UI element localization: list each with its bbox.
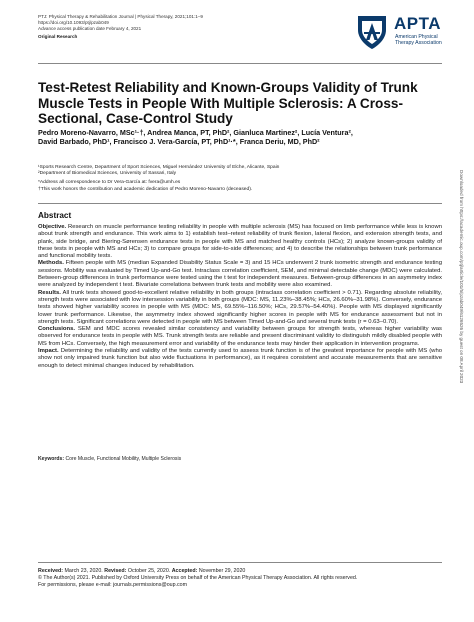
objective-label: Objective. (38, 224, 67, 230)
revised-date: October 25, 2020. (126, 568, 171, 574)
conclusions-label: Conclusions. (38, 326, 75, 333)
dedication-note: †This work honors the contribution and academic dedication of Pedro Moreno-Navarro (deceased). (38, 186, 253, 192)
conclusions-paragraph (38, 326, 442, 348)
correspondence-note: *Address all correspondence to Dr Vera-García at: fvera@umh.es (38, 180, 181, 186)
abstract-body (38, 224, 442, 370)
logo-wordmark: APTA (394, 14, 442, 33)
footer-divider (38, 562, 442, 563)
methods-label: Methods. (38, 260, 64, 267)
apta-shield-icon (352, 12, 394, 52)
journal-line: PTJ: Physical Therapy & Rehabilitation Journal | Physical Therapy, 2021;101:1–9 (38, 14, 203, 19)
permissions-notice[interactable]: For permissions, please e-mail: journals.permissions@oup.com (38, 582, 188, 588)
authors-line-1: Pedro Moreno-Navarro, MSc¹·†, Andrea Manca, PT, PhD², Gianluca Martinez², Lucía Ventura², (38, 128, 353, 137)
objective-paragraph (38, 224, 442, 260)
article-footer (38, 568, 442, 589)
authors-line-2: David Barbado, PhD¹, Francisco J. Vera-García, PT, PhD¹·*, Franca Deriu, MD, PhD² (38, 137, 320, 147)
doi-link[interactable]: https://doi.org/10.1093/ptj/pzab049 (38, 20, 109, 26)
copyright-notice: © The Author(s) 2021. Published by Oxford University Press on behalf of the American Physical Therapy Association. All rights reserved. (38, 575, 358, 581)
received-label: Received: (38, 568, 64, 574)
apta-logo (352, 10, 452, 56)
results-text: All trunk tests showed good-to-excellent relative reliability in both groups (intraclass correlation coefficient > 0.71). Regarding absolute reliability, strength tests were associated with low intersession variability in both groups (MDC: MS, 11.23%–38.45%; HCs, 26.60%–31.98%). Conversely, endurance tests showed higher variability scores in people with MS (MDC: MS, 69.55%–116.50%; HCs, 29.57%–54.40%). People with MS displayed significantly lower trunk performance. Likewise, the asymmetry index showed significantly higher scores in people with MS for endurance assessment but not in strength tests. Significant correlations were detected in people with MS between Timed Up-and-Go and several trunk tests (r = 0.63–0.70). (38, 289, 442, 325)
received-date: March 23, 2020. (63, 568, 103, 574)
impact-paragraph (38, 348, 442, 370)
keywords-text: Core Muscle, Functional Mobility, Multiple Sclerosis (64, 456, 182, 462)
results-paragraph (38, 290, 442, 326)
affiliation-2: ²Department of Biomedical Sciences, University of Sassari, Italy (38, 171, 177, 177)
advance-access-date: Advance access publication date February 4, 2021 (38, 26, 142, 32)
download-watermark (457, 170, 465, 610)
accepted-date: November 29, 2020 (197, 568, 246, 574)
journal-header (38, 14, 338, 40)
methods-text: Fifteen people with MS (median Expanded Disability Status Scale = 3) and 15 HCs underwent 2 trunk isometric strength and endurance testing sessions. Mobility was evaluated by Timed Up-and-Go test. Intraclass correlation coefficient, SEM, and minimal detectable change (MDC) were calculated. Between-group differences in trunk performance were tested using the t test for independent measures. Between-group differences in an asymmetry index were analyzed by independent t test. Bivariate correlations between trunk tests and mobility were also examined. (38, 260, 442, 289)
keywords (38, 456, 442, 462)
header-divider (38, 63, 442, 64)
impact-label: Impact. (38, 348, 59, 355)
methods-paragraph (38, 260, 442, 289)
article-title: Test-Retest Reliability and Known-Groups Validity of Trunk Muscle Tests in People With Multiple Sclerosis: A Cross-Sectional, Case-Control Study (38, 80, 418, 126)
accepted-label: Accepted: (171, 568, 198, 574)
impact-text: Determining the reliability and validity of the tests currently used to assess trunk function is of the greatest importance for people with MS (who show not only impaired trunk function but also wide fluctuations in performance), as it requires consistent and accurate measurements that are sensitive enough to detect minimal changes induced by rehabilitation. (38, 348, 442, 369)
logo-subtitle: American Physical Therapy Association (395, 34, 442, 46)
affiliations (38, 165, 418, 193)
download-note-text: Downloaded from https://academic.oup.com/ptj/article/101/5/pzab049/6126526 by guest on 08 April 2023 (459, 170, 464, 384)
conclusions-text: SEM and MDC scores revealed similar consistency and variability between groups for strength tests, whereas higher variability was observed for endurance tests in people with MS. Trunk strength tests are reliable and present discriminant validity to distinguish mildly disabled people with MS from HCs. Conversely, the high measurement error and variability of the endurance tests may hinder their application in intervention programs. (38, 326, 442, 347)
affiliation-1: ¹Sports Research Centre, Department of Sport Sciences, Miguel Hernández University of Elche, Alicante, Spain (38, 165, 280, 170)
author-list (38, 128, 438, 147)
article-dates (38, 568, 442, 575)
article-type: Original Research (38, 33, 78, 39)
abstract-heading: Abstract (38, 211, 72, 220)
results-label: Results. (38, 289, 61, 296)
objective-text: Research on muscle performance testing reliability in people with multiple sclerosis (MS) has focused on limb performance while less is known about trunk strength and endurance. This work aims to 1) establish test–retest reliability of trunk flexion, lateral flexion, and extension strength tests, and plank, side bridge, and Biering-Sørensen endurance tests in people with MS and matched healthy controls (HCs); 2) analyze known-groups validity of these tests in people with MS and HCs; 3) to compare groups for side-to-side differences; and 4) to describe the relationships between trunk performance and functional mobility tests. (38, 224, 442, 260)
keywords-label: Keywords: (38, 456, 65, 462)
abstract-divider (38, 203, 442, 204)
revised-label: Revised: (104, 568, 127, 574)
